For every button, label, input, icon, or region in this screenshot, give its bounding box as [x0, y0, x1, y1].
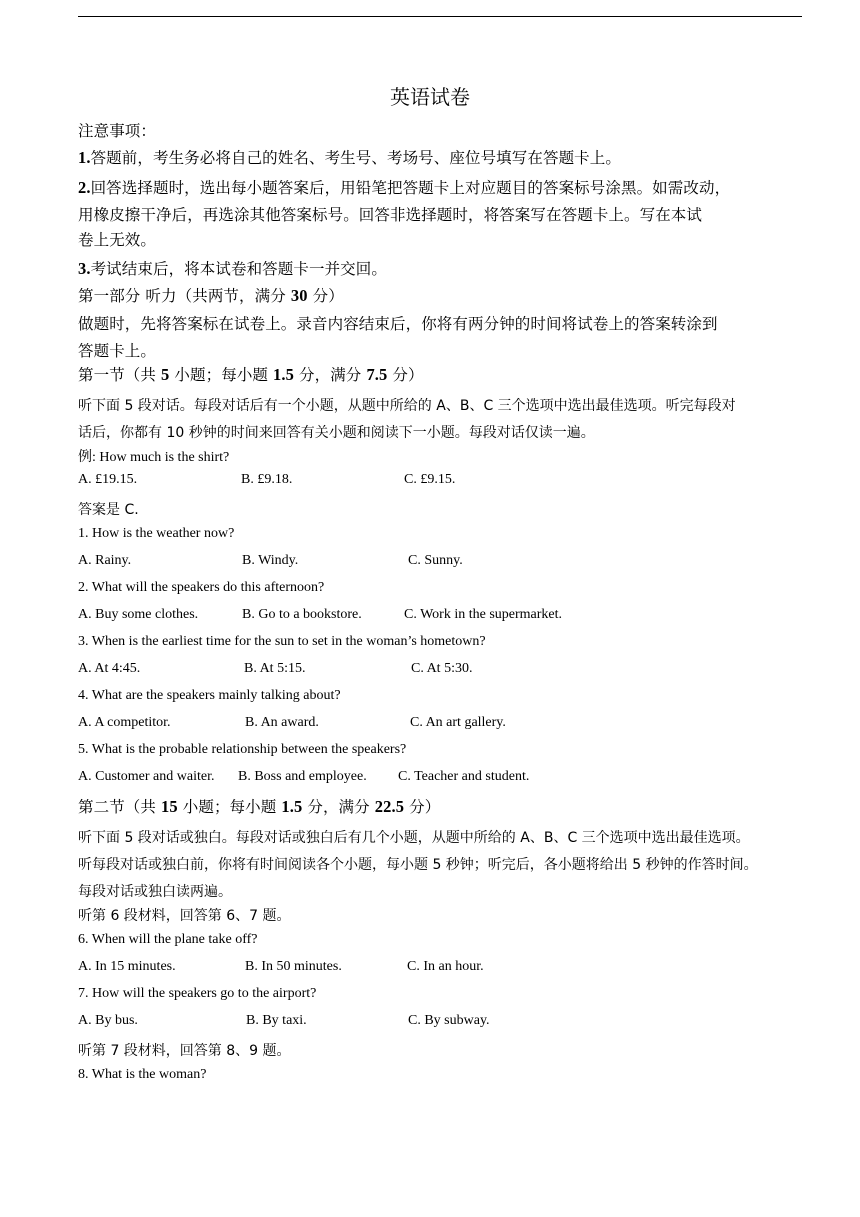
section1-instruction-line2: 话后，你都有 10 秒钟的时间来回答有关小题和阅读下一小题。每段对话仅读一遍。: [78, 425, 595, 441]
q2-option-c: C. Work in the supermarket.: [404, 607, 563, 622]
notice-heading: 注意事项：: [78, 122, 157, 140]
section2-instruction-line1: 听下面 5 段对话或独白。每段对话或独白后有几个小题，从题中所给的 A、B、C 三个选项中选出最佳选项。: [78, 830, 750, 846]
q6-option-b: B. In 50 minutes.: [245, 959, 342, 974]
notice-item-2-line3: 卷上无效。: [78, 231, 157, 249]
q4-option-c: C. An art gallery.: [410, 715, 506, 730]
question-3: 3. When is the earliest time for the sun to set in the woman’s hometown?: [78, 634, 486, 649]
q7-option-b: B. By taxi.: [246, 1013, 307, 1028]
q1-option-b: B. Windy.: [242, 553, 299, 568]
question-6: 6. When will the plane take off?: [78, 932, 258, 947]
page-cutoff: [78, 1088, 278, 1098]
question-4: 4. What are the speakers mainly talking about?: [78, 688, 341, 703]
example-answer: 答案是 C.: [78, 502, 139, 518]
section1-heading: 第一节（共 5 小题；每小题 1.5 分，满分 7.5 分）: [78, 365, 424, 384]
part1-instruction-line2: 答题卡上。: [78, 342, 157, 360]
section1-instruction-line1: 听下面 5 段对话。每段对话后有一个小题，从题中所给的 A、B、C 三个选项中选出最佳选项。听完每段对: [78, 398, 736, 414]
notice-item-2-line2: 用橡皮擦干净后，再选涂其他答案标号。回答非选择题时，将答案写在答题卡上。写在本试: [78, 206, 703, 224]
question-5: 5. What is the probable relationship between the speakers?: [78, 742, 407, 757]
section2-instruction-line3: 每段对话或独白读两遍。: [78, 884, 232, 900]
notice-item-2: 2.回答选择题时，选出每小题答案后，用铅笔把答题卡上对应题目的答案标号涂黑。如需改动，: [78, 178, 731, 197]
question-7: 7. How will the speakers go to the airport?: [78, 986, 317, 1001]
question-1: 1. How is the weather now?: [78, 526, 235, 541]
header-rule: [78, 16, 802, 17]
part1-heading: 第一部分 听力（共两节，满分 30 分）: [78, 286, 344, 305]
notice-item-3: 3.考试结束后，将本试卷和答题卡一并交回。: [78, 259, 387, 278]
q1-option-a: A. Rainy.: [78, 553, 132, 568]
q2-option-a: A. Buy some clothes.: [78, 607, 199, 622]
example-option-c: C. £9.15.: [404, 472, 456, 487]
q4-option-a: A. A competitor.: [78, 715, 171, 730]
q2-option-b: B. Go to a bookstore.: [242, 607, 362, 622]
q3-option-b: B. At 5:15.: [244, 661, 306, 676]
part1-instruction-line1: 做题时，先将答案标在试卷上。录音内容结束后，你将有两分钟的时间将试卷上的答案转涂到: [78, 315, 718, 333]
section2-instruction-line2: 听每段对话或独白前，你将有时间阅读各个小题，每小题 5 秒钟；听完后，各小题将给出 5 秒钟的作答时间。: [78, 857, 758, 873]
question-2: 2. What will the speakers do this afternoon?: [78, 580, 325, 595]
q6-option-c: C. In an hour.: [407, 959, 484, 974]
q7-option-a: A. By bus.: [78, 1013, 138, 1028]
page-title: 英语试卷: [390, 85, 470, 109]
example-option-b: B. £9.18.: [241, 472, 293, 487]
q5-option-a: A. Customer and waiter.: [78, 769, 215, 784]
question-8: 8. What is the woman?: [78, 1067, 207, 1082]
example-question: 例: How much is the shirt?: [78, 449, 230, 465]
q4-option-b: B. An award.: [245, 715, 319, 730]
material-6-label: 听第 6 段材料，回答第 6、7 题。: [78, 908, 291, 924]
material-7-label: 听第 7 段材料，回答第 8、9 题。: [78, 1043, 291, 1059]
notice-item-1: 1.答题前，考生务必将自己的姓名、考生号、考场号、座位号填写在答题卡上。: [78, 148, 621, 167]
q3-option-c: C. At 5:30.: [411, 661, 473, 676]
q7-option-c: C. By subway.: [408, 1013, 490, 1028]
q5-option-b: B. Boss and employee.: [238, 769, 367, 784]
q5-option-c: C. Teacher and student.: [398, 769, 530, 784]
q1-option-c: C. Sunny.: [408, 553, 463, 568]
q3-option-a: A. At 4:45.: [78, 661, 141, 676]
example-option-a: A. £19.15.: [78, 472, 138, 487]
q6-option-a: A. In 15 minutes.: [78, 959, 176, 974]
section2-heading: 第二节（共 15 小题；每小题 1.5 分，满分 22.5 分）: [78, 797, 441, 816]
